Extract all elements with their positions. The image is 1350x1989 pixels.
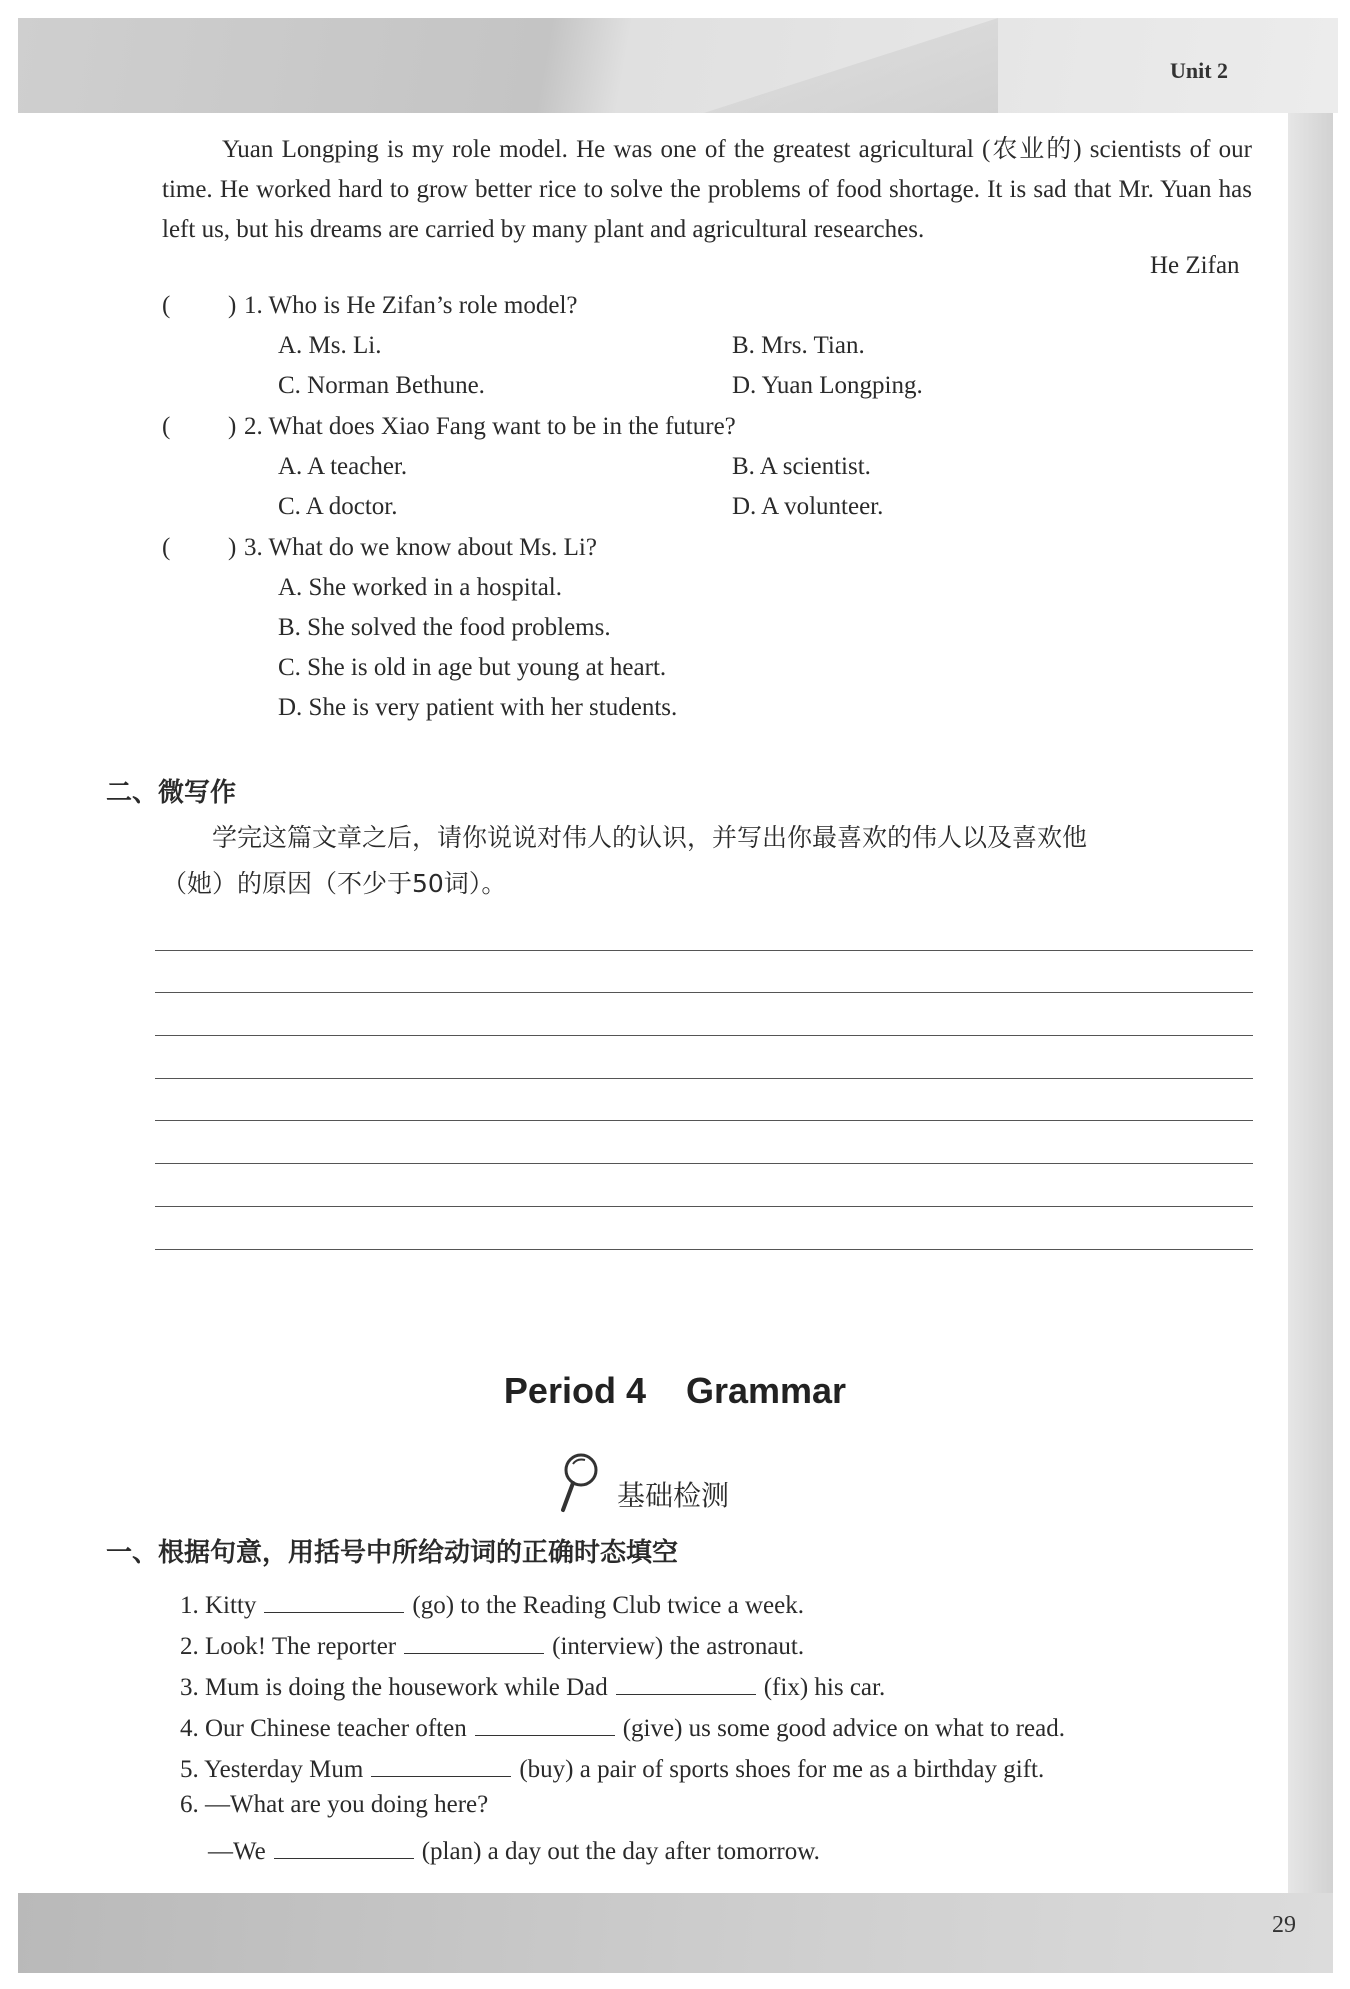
answer-bracket-close: ) (228, 413, 237, 440)
question-stem: 3. What do we know about Ms. Li? (244, 534, 597, 561)
item-text-before: —We (208, 1838, 266, 1865)
writing-line[interactable] (155, 1206, 1253, 1207)
grammar-item (180, 1750, 1044, 1784)
option-b: B. A scientist. (732, 453, 871, 480)
answer-blank[interactable] (475, 1709, 615, 1736)
magnifier-icon (555, 1452, 603, 1516)
answer-bracket-close: ) (228, 292, 237, 319)
option-d: D. She is very patient with her students. (278, 694, 678, 721)
option-c: C. She is old in age but young at heart. (278, 654, 667, 681)
item-text-before: 3. Mum is doing the housework while Dad (180, 1674, 608, 1701)
writing-prompt-line: 学完这篇文章之后，请你说说对伟人的认识，并写出你最喜欢的伟人以及喜欢他 (212, 823, 1088, 852)
option-b: B. She solved the food problems. (278, 614, 611, 641)
answer-blank[interactable] (404, 1627, 544, 1654)
header-band (18, 18, 1338, 113)
passage-text: Yuan Longping is my role model. He was one of the greatest agricultural (农业的) scientists of our time. He worked hard to grow better rice to solve the problems of food shortage. It is sad that Mr. Yuan has left us, but his dreams are carried by many plant and agricultural researches. (162, 136, 1252, 243)
writing-line[interactable] (155, 1035, 1253, 1036)
section-heading-writing: 二、微写作 (106, 778, 237, 808)
section-label-basic: 基础检测 (617, 1479, 730, 1512)
option-b: B. Mrs. Tian. (732, 332, 865, 359)
option-a: A. She worked in a hospital. (278, 574, 562, 601)
answer-blank[interactable] (264, 1586, 404, 1613)
item-text-before: 1. Kitty (180, 1592, 257, 1619)
reading-passage (162, 130, 1252, 250)
answer-bracket-open[interactable]: ( (162, 413, 171, 440)
option-c: C. A doctor. (278, 493, 398, 520)
option-d: D. Yuan Longping. (732, 372, 923, 399)
item-text-before: 2. Look! The reporter (180, 1633, 397, 1660)
option-a: A. Ms. Li. (278, 332, 382, 359)
period-title: Period 4 Grammar (503, 1370, 847, 1411)
item-text-after: (buy) a pair of sports shoes for me as a birthday gift. (519, 1756, 1045, 1783)
grammar-item (180, 1586, 804, 1620)
writing-prompt-line: （她）的原因（不少于50词）。 (162, 869, 507, 898)
grammar-item (180, 1668, 885, 1702)
grammar-item (180, 1791, 488, 1819)
item-text-after: (give) us some good advice on what to read. (622, 1715, 1065, 1742)
option-c: C. Norman Bethune. (278, 372, 485, 399)
grammar-item (208, 1832, 820, 1866)
option-d: D. A volunteer. (732, 493, 884, 520)
grammar-item (180, 1709, 1065, 1743)
side-band (1288, 113, 1333, 1893)
answer-blank[interactable] (371, 1750, 511, 1777)
writing-prompt (162, 815, 1262, 907)
item-text-after: (interview) the astronaut. (552, 1633, 805, 1660)
item-text-after: (go) to the Reading Club twice a week. (412, 1592, 804, 1619)
answer-bracket-close: ) (228, 534, 237, 561)
writing-line[interactable] (155, 1163, 1253, 1164)
unit-label: Unit 2 (1170, 58, 1229, 83)
passage-author: He Zifan (1150, 252, 1240, 279)
question-stem: 2. What does Xiao Fang want to be in the future? (244, 413, 736, 440)
answer-blank[interactable] (616, 1668, 756, 1695)
option-a: A. A teacher. (278, 453, 408, 480)
grammar-item (180, 1627, 804, 1661)
page-number: 29 (1272, 1912, 1296, 1938)
answer-bracket-open[interactable]: ( (162, 292, 171, 319)
writing-line[interactable] (155, 992, 1253, 993)
writing-line[interactable] (155, 950, 1253, 951)
writing-line[interactable] (155, 1249, 1253, 1250)
item-text-after: (plan) a day out the day after tomorrow. (421, 1838, 820, 1865)
footer-band (18, 1893, 1333, 1973)
item-text-after: (fix) his car. (763, 1674, 886, 1701)
writing-line[interactable] (155, 1078, 1253, 1079)
item-text-before: 6. —What are you doing here? (180, 1791, 489, 1818)
item-text-before: 4. Our Chinese teacher often (180, 1715, 467, 1742)
answer-blank[interactable] (274, 1832, 414, 1859)
item-text-before: 5. Yesterday Mum (180, 1756, 364, 1783)
question-stem: 1. Who is He Zifan’s role model? (244, 292, 578, 319)
writing-line[interactable] (155, 1120, 1253, 1121)
section-heading-grammar: 一、根据句意，用括号中所给动词的正确时态填空 (106, 1538, 679, 1568)
answer-bracket-open[interactable]: ( (162, 534, 171, 561)
